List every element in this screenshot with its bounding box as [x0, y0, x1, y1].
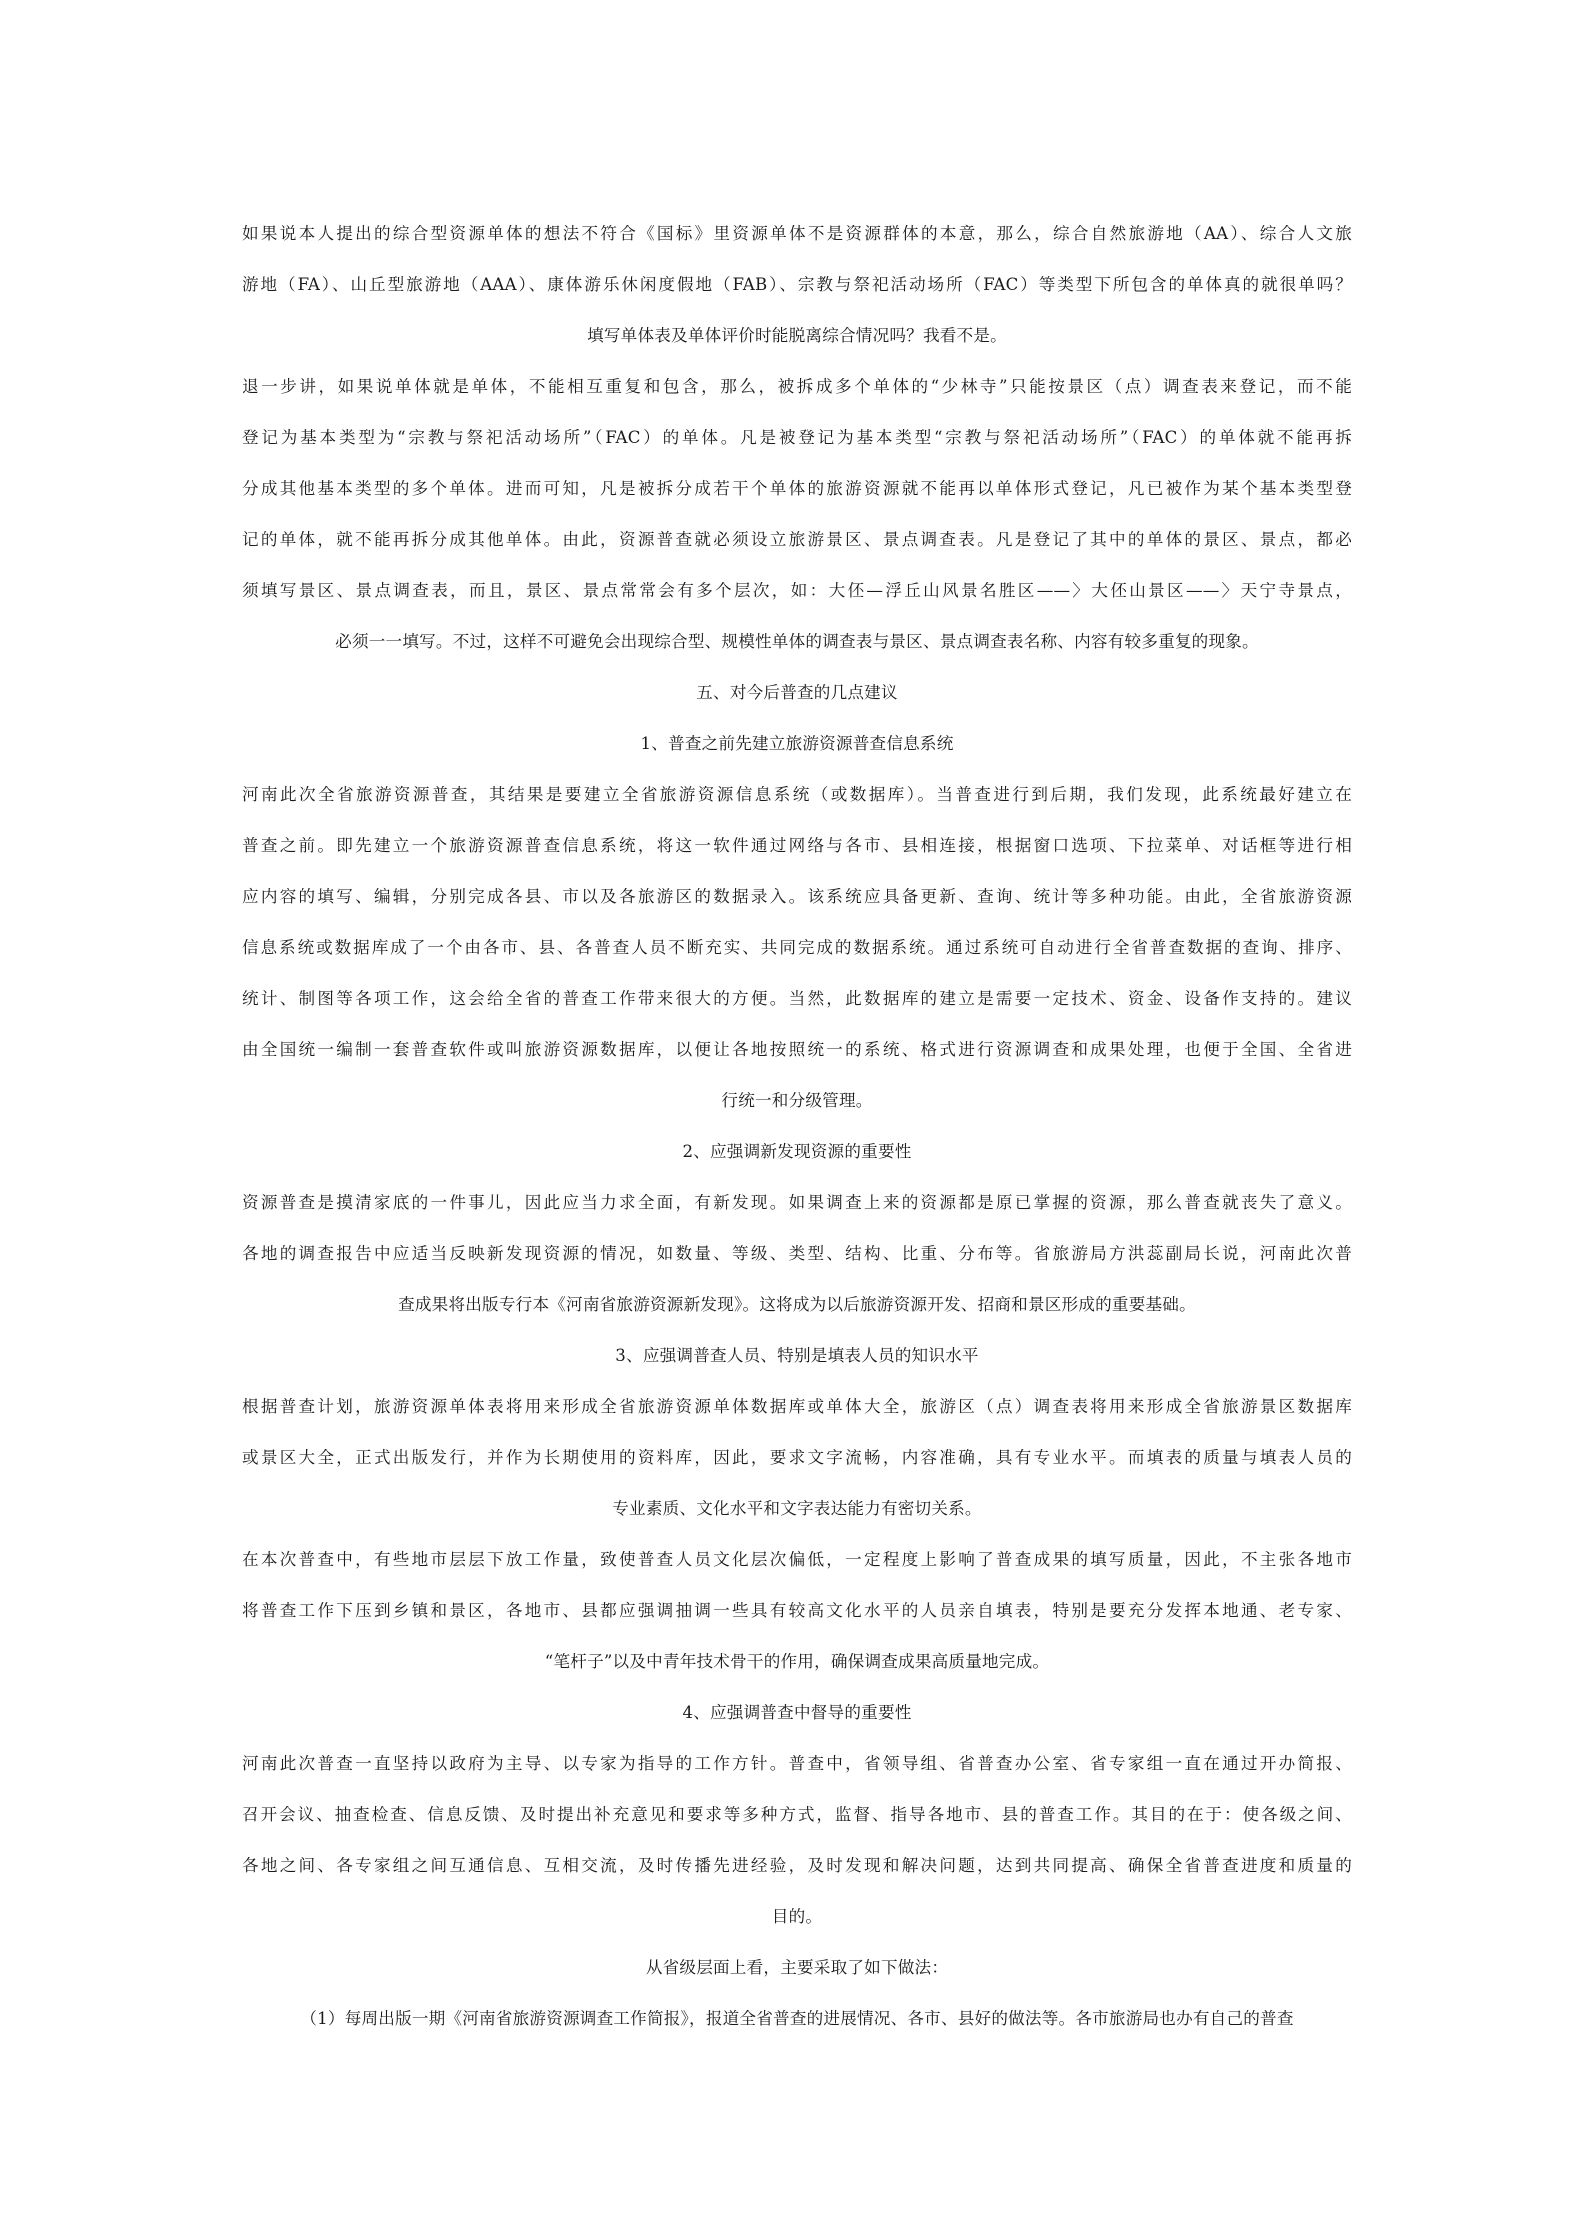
text-line: 河南此次全省旅游资源普查，其结果是要建立全省旅游资源信息系统（或数据库）。当普查进行到后期，我们发现，此系统最好建立在: [242, 785, 1352, 804]
text-line: 五、对今后普查的几点建议: [696, 683, 898, 702]
text-line: 2、应强调新发现资源的重要性: [682, 1142, 912, 1161]
text-line: 召开会议、抽查检查、信息反馈、及时提出补充意见和要求等多种方式，监督、指导各地市、县的普查工作。其目的在于：使各级之间、: [242, 1805, 1352, 1824]
text-line: 各地之间、各专家组之间互通信息、互相交流，及时传播先进经验，及时发现和解决问题，达到共同提高、确保全省普查进度和质量的: [242, 1856, 1352, 1875]
section-heading: [242, 718, 1352, 769]
paragraph: [242, 361, 1352, 667]
text-line: 应内容的填写、编辑，分别完成各县、市以及各旅游区的数据录入。该系统应具备更新、查询、统计等多种功能。由此，全省旅游资源: [242, 887, 1352, 906]
text-line: 由全国统一编制一套普查软件或叫旅游资源数据库，以便让各地按照统一的系统、格式进行资源调查和成果处理，也便于全国、全省进: [242, 1040, 1352, 1059]
text-line: 1、普查之前先建立旅游资源普查信息系统: [640, 734, 954, 753]
section-heading: [242, 1687, 1352, 1738]
text-line: 河南此次普查一直坚持以政府为主导、以专家为指导的工作方针。普查中，省领导组、省普查办公室、省专家组一直在通过开办简报、: [242, 1754, 1352, 1773]
paragraph: [242, 1534, 1352, 1687]
paragraph: [242, 208, 1352, 361]
text-line: 分成其他基本类型的多个单体。进而可知，凡是被拆分成若干个单体的旅游资源就不能再以单体形式登记，凡已被作为某个基本类型登: [242, 479, 1352, 498]
section-heading: [242, 1330, 1352, 1381]
text-line: 退一步讲，如果说单体就是单体，不能相互重复和包含，那么，被拆成多个单体的“少林寺”只能按景区（点）调查表来登记，而不能: [242, 377, 1352, 396]
text-line: 必须一一填写。不过，这样不可避免会出现综合型、规模性单体的调查表与景区、景点调查表名称、内容有较多重复的现象。: [335, 632, 1259, 651]
text-line: 行统一和分级管理。: [721, 1091, 873, 1110]
text-line: 填写单体表及单体评价时能脱离综合情况吗？我看不是。: [587, 326, 1007, 345]
text-line: 3、应强调普查人员、特别是填表人员的知识水平: [615, 1346, 979, 1365]
text-line: 信息系统或数据库成了一个由各市、县、各普查人员不断充实、共同完成的数据系统。通过系统可自动进行全省普查数据的查询、排序、: [242, 938, 1352, 957]
text-line: （1）每周出版一期《河南省旅游资源调查工作简报》，报道全省普查的进展情况、各市、县好的做法等。各市旅游局也办有自己的普查: [300, 2009, 1294, 2028]
text-line: 各地的调查报告中应适当反映新发现资源的情况，如数量、等级、类型、结构、比重、分布等。省旅游局方洪蕊副局长说，河南此次普: [242, 1244, 1352, 1263]
text-line: 查成果将出版专行本《河南省旅游资源新发现》。这将成为以后旅游资源开发、招商和景区形成的重要基础。: [398, 1295, 1196, 1314]
paragraph: [242, 1381, 1352, 1534]
text-line: 登记为基本类型为“宗教与祭祀活动场所”（FAC）的单体。凡是被登记为基本类型“宗教与祭祀活动场所”（FAC）的单体就不能再拆: [242, 428, 1352, 447]
text-line: 将普查工作下压到乡镇和景区，各地市、县都应强调抽调一些具有较高文化水平的人员亲自填表，特别是要充分发挥本地通、老专家、: [242, 1601, 1352, 1620]
document-body: [242, 208, 1352, 2044]
section-heading: [242, 1942, 1352, 1993]
section-heading: [242, 667, 1352, 718]
paragraph: [242, 769, 1352, 1126]
text-line: 专业素质、文化水平和文字表达能力有密切关系。: [612, 1499, 982, 1518]
text-line: 统计、制图等各项工作，这会给全省的普查工作带来很大的方便。当然，此数据库的建立是需要一定技术、资金、设备作支持的。建议: [242, 989, 1352, 1008]
text-line: 游地（FA）、山丘型旅游地（AAA）、康体游乐休闲度假地（FAB）、宗教与祭祀活动场所（FAC）等类型下所包含的单体真的就很单吗？: [242, 275, 1352, 294]
text-line: 在本次普查中，有些地市层层下放工作量，致使普查人员文化层次偏低，一定程度上影响了普查成果的填写质量，因此，不主张各地市: [242, 1550, 1352, 1569]
text-line: 资源普查是摸清家底的一件事儿，因此应当力求全面，有新发现。如果调查上来的资源都是原已掌握的资源，那么普查就丧失了意义。: [242, 1193, 1352, 1212]
text-line: 如果说本人提出的综合型资源单体的想法不符合《国标》里资源单体不是资源群体的本意，那么，综合自然旅游地（AA）、综合人文旅: [242, 224, 1352, 243]
text-line: 根据普查计划，旅游资源单体表将用来形成全省旅游资源单体数据库或单体大全，旅游区（点）调查表将用来形成全省旅游景区数据库: [242, 1397, 1352, 1416]
paragraph: [242, 1993, 1352, 2044]
text-line: 记的单体，就不能再拆分成其他单体。由此，资源普查就必须设立旅游景区、景点调查表。凡是登记了其中的单体的景区、景点，都必: [242, 530, 1352, 549]
section-heading: [242, 1126, 1352, 1177]
text-line: 或景区大全，正式出版发行，并作为长期使用的资料库，因此，要求文字流畅，内容准确，具有专业水平。而填表的质量与填表人员的: [242, 1448, 1352, 1467]
text-line: “笔杆子”以及中青年技术骨干的作用，确保调查成果高质量地完成。: [544, 1652, 1050, 1671]
text-line: 4、应强调普查中督导的重要性: [682, 1703, 912, 1722]
paragraph: [242, 1177, 1352, 1330]
text-line: 须填写景区、景点调查表，而且，景区、景点常常会有多个层次，如：大伾—浮丘山风景名胜区——〉大伾山景区——〉天宁寺景点，: [242, 581, 1352, 600]
text-line: 从省级层面上看，主要采取了如下做法：: [645, 1958, 949, 1977]
text-line: 普查之前。即先建立一个旅游资源普查信息系统，将这一软件通过网络与各市、县相连接，根据窗口选项、下拉菜单、对话框等进行相: [242, 836, 1352, 855]
text-line: 目的。: [771, 1907, 823, 1926]
paragraph: [242, 1738, 1352, 1942]
